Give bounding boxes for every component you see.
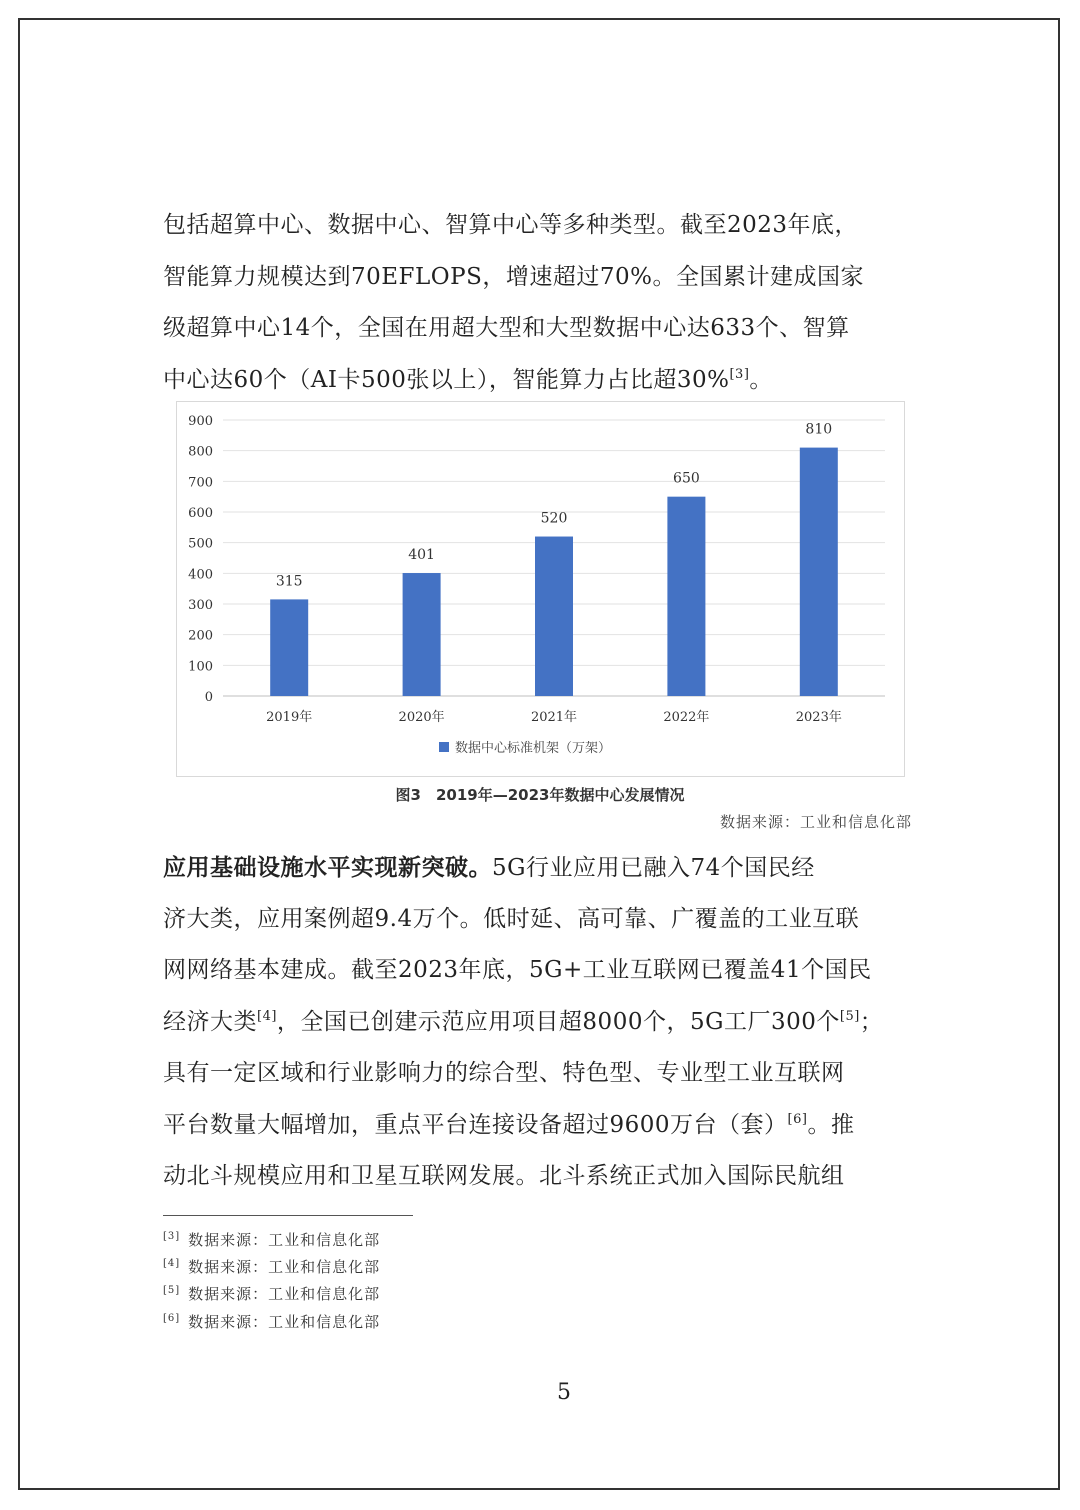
paragraph-2: [163, 842, 923, 1203]
paragraph-line: 包括超算中心、数据中心、智算中心等多种类型。截至2023年底，: [163, 212, 859, 238]
bar: [535, 537, 573, 696]
footnote-mark: [5]: [163, 1285, 181, 1297]
data-label: 520: [540, 510, 568, 527]
footnote-ref-4[interactable]: [4]: [257, 1008, 277, 1024]
paragraph-line: 动北斗规模应用和卫星互联网发展。北斗系统正式加入国际民航组: [163, 1163, 845, 1189]
paragraph-line: [163, 1100, 923, 1152]
footnote-text: 数据来源：工业和信息化部: [188, 1312, 381, 1331]
data-label: 810: [805, 421, 833, 438]
x-tick-label: 2021年: [530, 710, 578, 725]
chart-canvas: [177, 402, 906, 778]
footnote-ref-5[interactable]: [5]: [839, 1008, 860, 1024]
footnote-mark: [6]: [163, 1312, 181, 1324]
y-tick-label: 500: [188, 536, 213, 552]
bar: [270, 599, 308, 696]
data-label: 315: [275, 573, 303, 590]
y-tick-label: 400: [188, 567, 213, 583]
footnotes: [163, 1226, 380, 1335]
paragraph-heading: 应用基础设施水平实现新突破。: [163, 854, 492, 881]
paragraph-text: ；: [859, 1008, 884, 1035]
y-tick-label: 900: [188, 414, 213, 429]
paragraph-1: [163, 200, 923, 406]
legend-swatch: [439, 742, 449, 752]
paragraph-line: [163, 355, 923, 407]
footnote-text: 数据来源：工业和信息化部: [188, 1285, 381, 1304]
paragraph-line: 级超算中心14个，全国在用超大型和大型数据中心达633个、智算: [163, 315, 850, 341]
bar: [667, 497, 705, 696]
y-tick-label: 600: [188, 506, 213, 521]
footnote-divider: [163, 1215, 413, 1216]
y-tick-label: 100: [188, 659, 213, 675]
figure-source: 数据来源：工业和信息化部: [719, 813, 912, 831]
x-tick-label: 2022年: [663, 710, 710, 725]
paragraph-line: [163, 997, 923, 1049]
footnote-mark: [3]: [163, 1231, 181, 1242]
x-tick-label: 2020年: [398, 710, 445, 725]
footnote-text: 数据来源：工业和信息化部: [188, 1231, 381, 1249]
paragraph-text: 5G行业应用已融入74个国民经: [492, 855, 815, 881]
paragraph-line: 智能算力规模达到70EFLOPS，增速超过70%。全国累计建成国家: [163, 263, 864, 290]
bar: [403, 573, 441, 696]
bar-chart: [176, 401, 905, 777]
footnote: [163, 1253, 380, 1280]
paragraph-text: ，全国已创建示范应用项目超8000个，5G工厂300个: [276, 1008, 840, 1035]
y-tick-label: 800: [188, 444, 213, 460]
legend-label: 数据中心标准机架（万架）: [455, 741, 612, 756]
footnote: [163, 1308, 380, 1335]
footnote-mark: [4]: [163, 1258, 181, 1270]
paragraph-text: 平台数量大幅增加，重点平台连接设备超过9600万台（套）: [163, 1111, 788, 1138]
figure-caption: 图3 2019年—2023年数据中心发展情况: [395, 786, 685, 804]
paragraph-text: 。: [749, 366, 773, 393]
paragraph-line: 具有一定区域和行业影响力的综合型、特色型、专业型工业互联网: [163, 1060, 845, 1086]
footnote-text: 数据来源：工业和信息化部: [188, 1258, 381, 1277]
footnote: [163, 1280, 380, 1307]
page-number: 5: [557, 1380, 571, 1405]
y-tick-label: 300: [188, 598, 213, 613]
data-label: 401: [408, 547, 435, 564]
data-label: 650: [673, 470, 700, 487]
footnote-ref-6[interactable]: [6]: [787, 1111, 808, 1127]
paragraph-line: 网网络基本建成。截至2023年底，5G+工业互联网已覆盖41个国民: [163, 957, 872, 983]
paragraph-text: 经济大类: [163, 1008, 257, 1035]
bar: [800, 448, 838, 696]
paragraph-line: 济大类，应用案例超9.4万个。低时延、高可靠、广覆盖的工业互联: [163, 905, 860, 932]
footnote: [163, 1226, 380, 1253]
paragraph-text: 。推: [807, 1111, 855, 1138]
footnote-ref-3[interactable]: [3]: [729, 366, 750, 382]
y-tick-label: 200: [188, 628, 213, 644]
y-tick-label: 0: [204, 690, 213, 705]
paragraph-line: [163, 842, 923, 894]
x-tick-label: 2019年: [266, 710, 313, 725]
x-tick-label: 2023年: [795, 710, 842, 725]
paragraph-text: 中心达60个（AI卡500张以上），智能算力占比超30%: [163, 366, 730, 393]
y-tick-label: 700: [188, 475, 213, 491]
